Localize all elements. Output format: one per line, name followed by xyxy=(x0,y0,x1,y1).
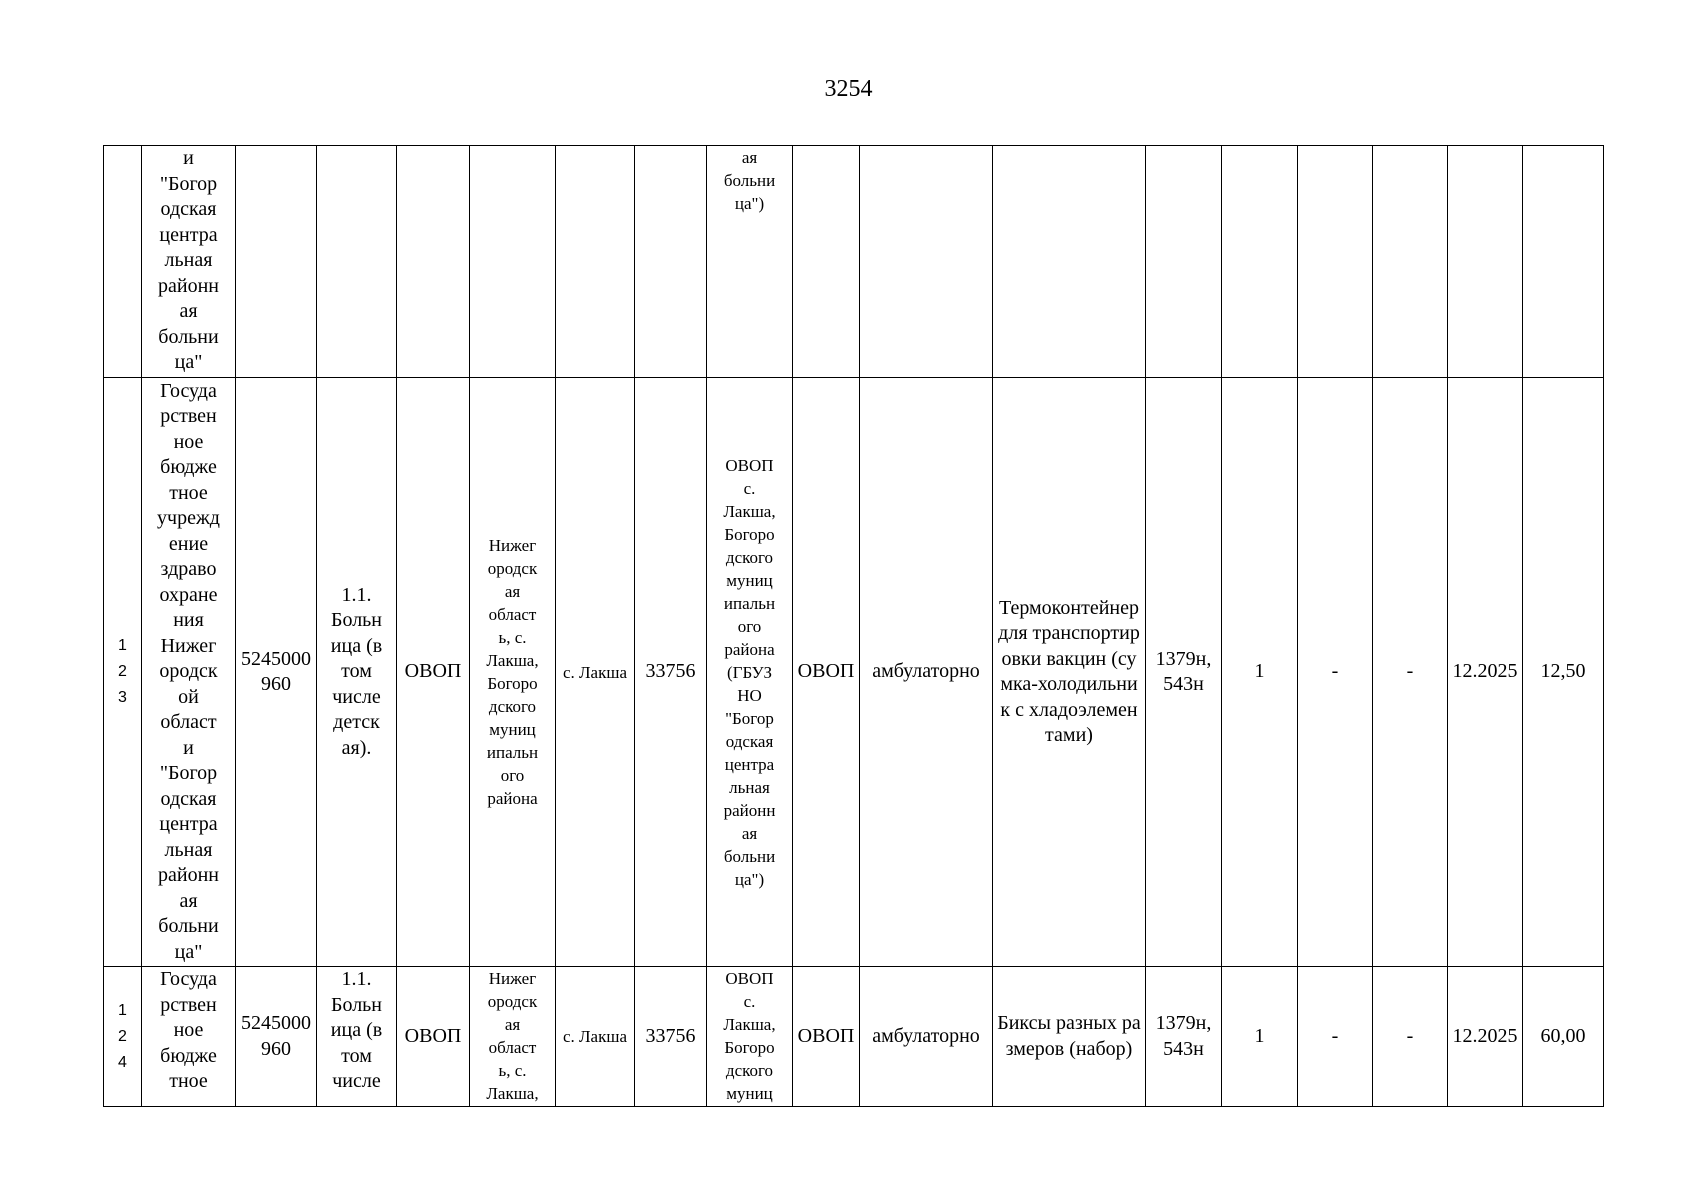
cell-locality: с. Лакша xyxy=(556,378,635,967)
cell-num: 1 2 4 xyxy=(104,967,142,1107)
table-row xyxy=(104,378,1604,967)
cell-num: 1 2 3 xyxy=(104,378,142,967)
table-row-continuation xyxy=(104,146,1604,378)
cell-col-b: - xyxy=(1373,967,1448,1107)
cell-col-a: - xyxy=(1298,378,1373,967)
cell-equipment: Термоконтейнер для транспортировки вакцин (сумка-холодильник с хладоэлементами) xyxy=(993,378,1146,967)
cell-num xyxy=(104,146,142,378)
cell-unit-type xyxy=(397,146,470,378)
cell-col-b xyxy=(1373,146,1448,378)
cell-care-type xyxy=(860,146,993,378)
cell-amount: 60,00 xyxy=(1523,967,1604,1107)
cell-locality xyxy=(556,146,635,378)
cell-unit-code: ОВОП xyxy=(793,378,860,967)
cell-unit-code: ОВОП xyxy=(793,967,860,1107)
cell-equipment: Биксы разных размеров (набор) xyxy=(993,967,1146,1107)
cell-population: 33756 xyxy=(635,967,707,1107)
cell-date: 12.2025 xyxy=(1448,967,1523,1107)
cell-col-a: - xyxy=(1298,967,1373,1107)
cell-orders: 1379н, 543н xyxy=(1146,378,1222,967)
cell-organization: Госуда рствен ное бюдже тное учрежд ение здраво охране ния Нижег ородск ой област и "Богор одская центра льная районн ая больни ца" xyxy=(142,378,236,967)
table-row xyxy=(104,967,1604,1107)
cell-code: 5245000960 xyxy=(236,378,317,967)
cell-category: 1.1. Больн ица (в том числе детск ая). xyxy=(317,378,397,967)
cell-facility: ОВОП с. Лакша, Богоро дского муниц xyxy=(707,967,793,1107)
cell-unit-type: ОВОП xyxy=(397,967,470,1107)
cell-organization: и "Богор одская центра льная районн ая больни ца" xyxy=(142,146,236,378)
cell-population xyxy=(635,146,707,378)
cell-orders xyxy=(1146,146,1222,378)
cell-code: 5245000960 xyxy=(236,967,317,1107)
cell-care-type: амбулаторно xyxy=(860,378,993,967)
cell-code xyxy=(236,146,317,378)
cell-amount: 12,50 xyxy=(1523,378,1604,967)
cell-population: 33756 xyxy=(635,378,707,967)
cell-address: Нижег ородск ая област ь, с. Лакша, xyxy=(470,967,556,1107)
cell-category: 1.1. Больн ица (в том числе xyxy=(317,967,397,1107)
cell-facility: ОВОП с. Лакша, Богоро дского муниц ипальн ого района (ГБУЗ НО "Богор одская центра льная районн ая больни ца") xyxy=(707,378,793,967)
cell-quantity: 1 xyxy=(1222,967,1298,1107)
cell-col-b: - xyxy=(1373,378,1448,967)
cell-col-a xyxy=(1298,146,1373,378)
cell-address: Нижег ородск ая област ь, с. Лакша, Богоро дского муниц ипальн ого района xyxy=(470,378,556,967)
cell-amount xyxy=(1523,146,1604,378)
cell-facility: ая больни ца") xyxy=(707,146,793,378)
cell-unit-code xyxy=(793,146,860,378)
cell-address xyxy=(470,146,556,378)
cell-category xyxy=(317,146,397,378)
cell-locality: с. Лакша xyxy=(556,967,635,1107)
cell-date: 12.2025 xyxy=(1448,378,1523,967)
cell-unit-type: ОВОП xyxy=(397,378,470,967)
cell-orders: 1379н, 543н xyxy=(1146,967,1222,1107)
cell-date xyxy=(1448,146,1523,378)
cell-equipment xyxy=(993,146,1146,378)
cell-care-type: амбулаторно xyxy=(860,967,993,1107)
cell-quantity xyxy=(1222,146,1298,378)
cell-quantity: 1 xyxy=(1222,378,1298,967)
page-number: 3254 xyxy=(824,76,873,102)
cell-organization: Госуда рствен ное бюдже тное xyxy=(142,967,236,1107)
equipment-table xyxy=(103,145,1604,1107)
